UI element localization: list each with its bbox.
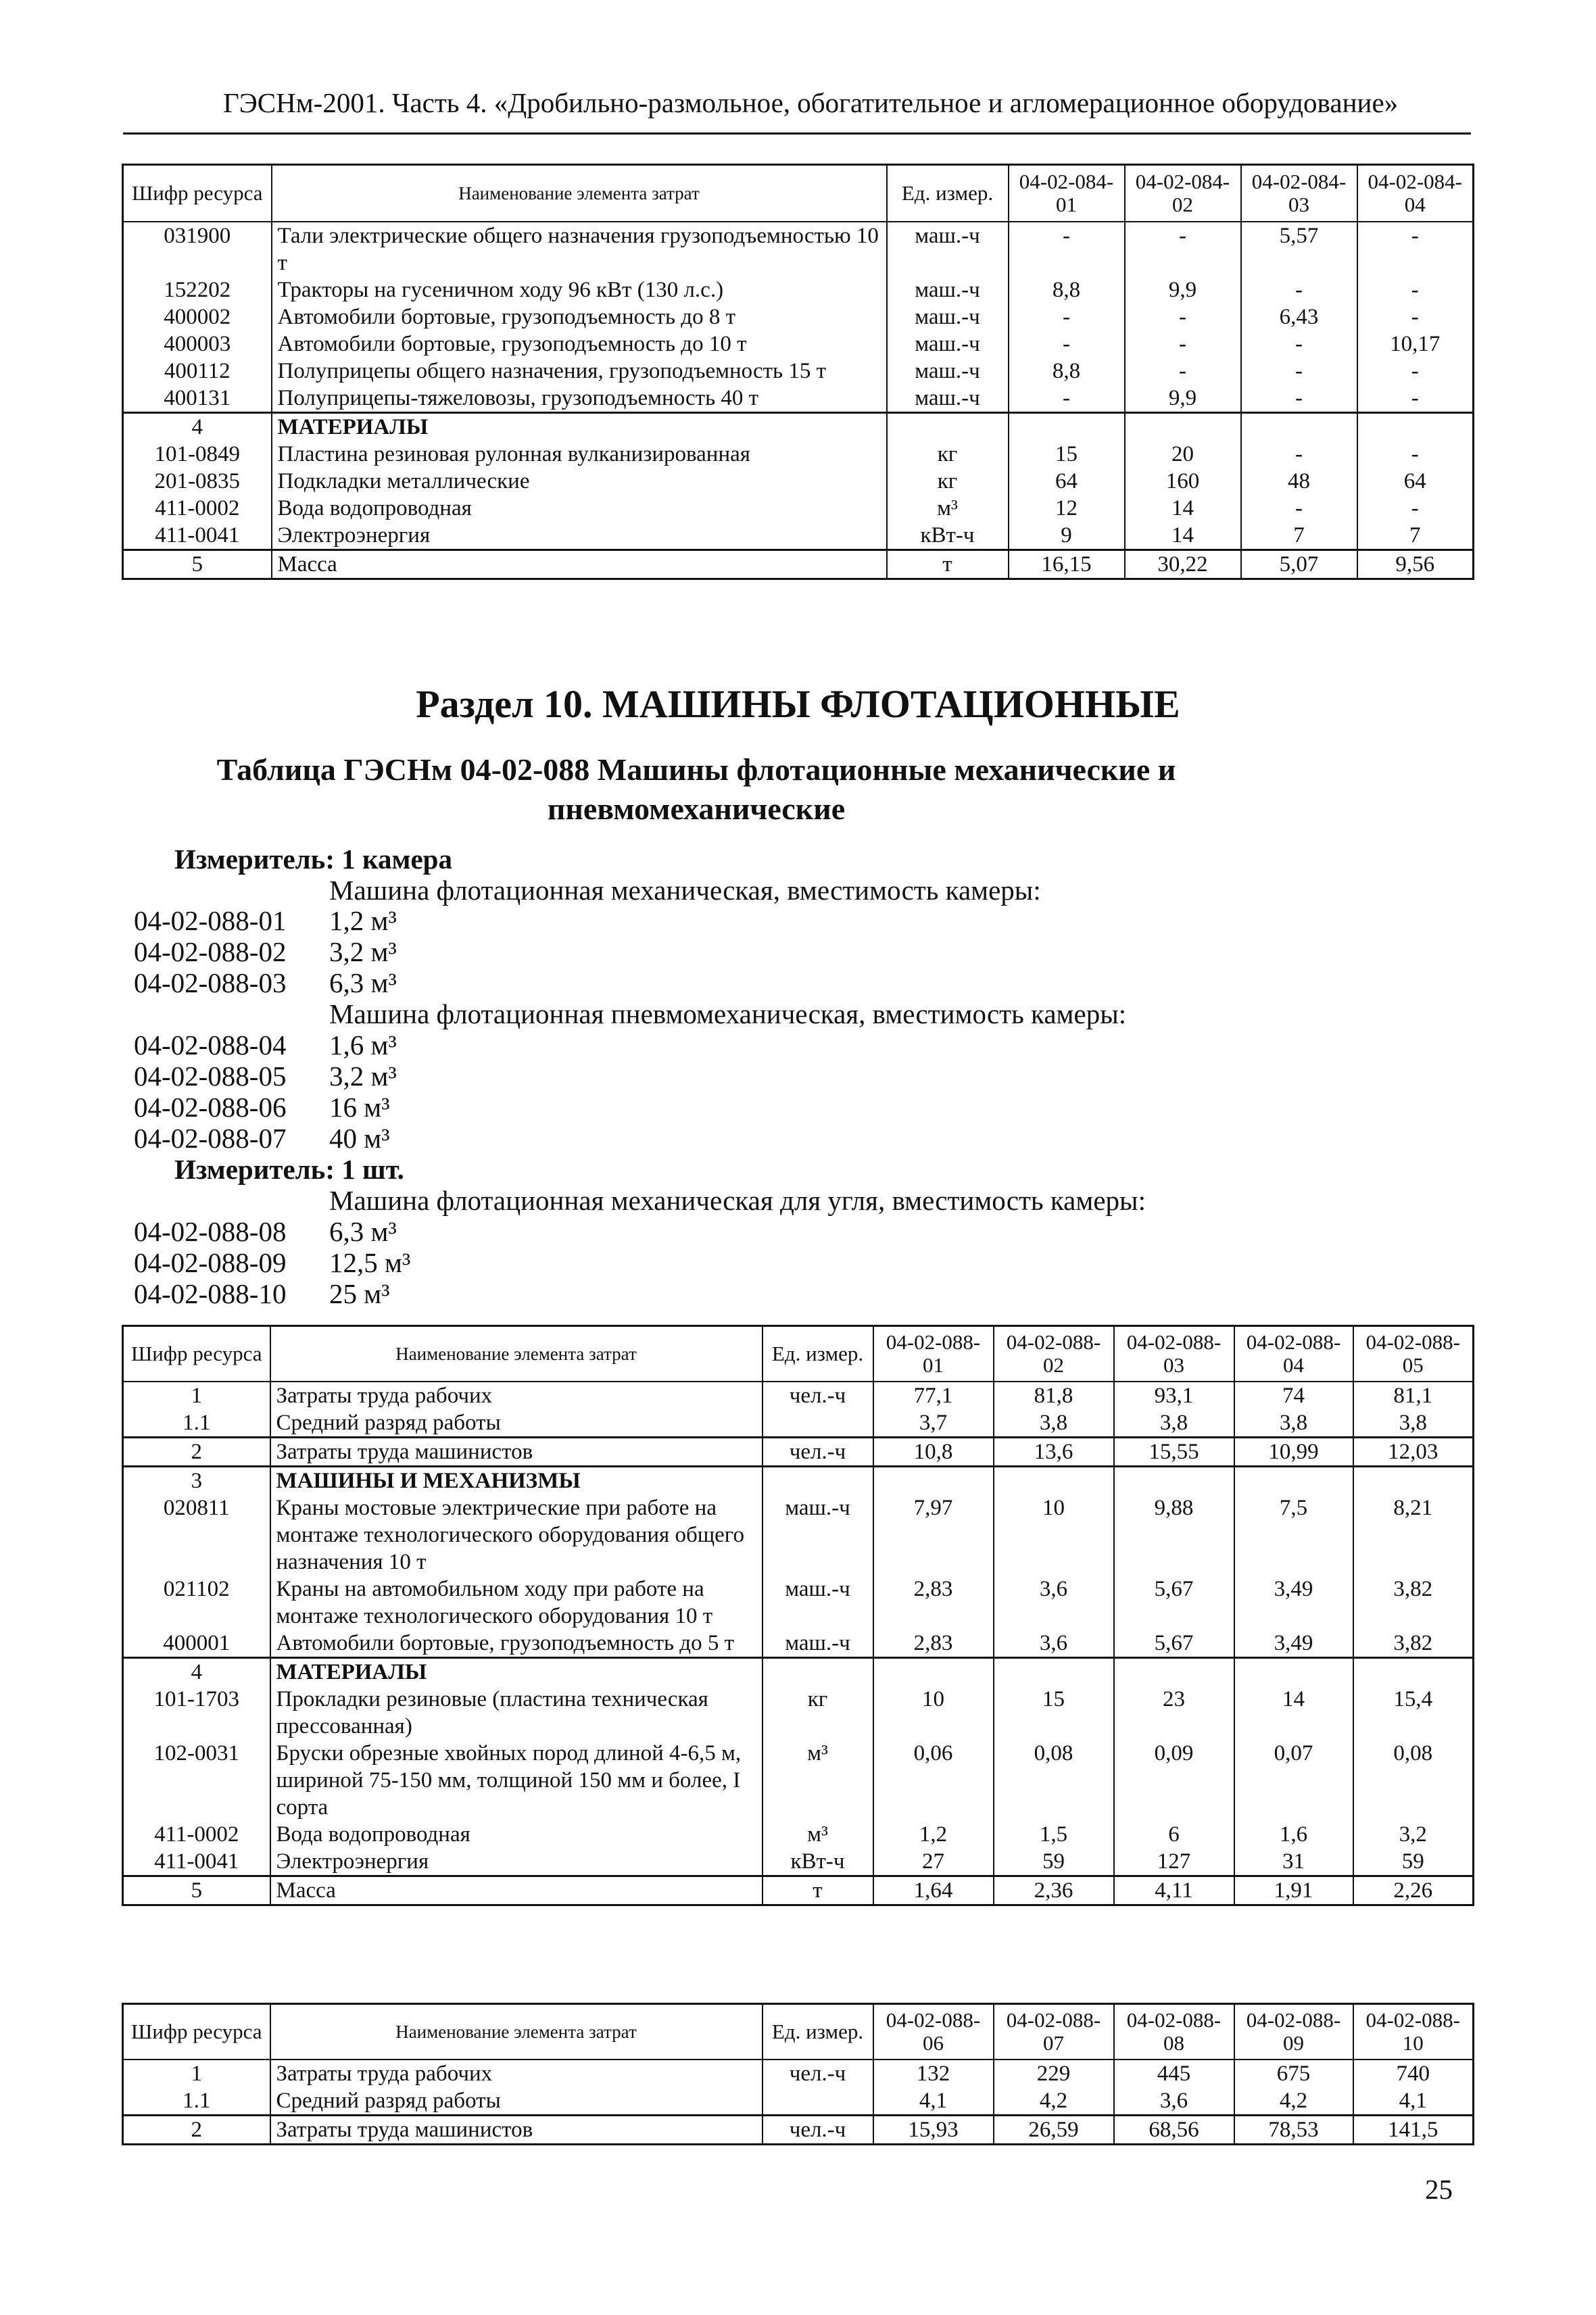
value-cell [1353, 1466, 1474, 1494]
unit-cell: маш.-ч [887, 358, 1009, 385]
value-cell: 9 [1009, 522, 1125, 550]
item-code: 04-02-088-05 [134, 1061, 287, 1092]
value-cell: 0,06 [873, 1740, 994, 1821]
section-title: Раздел 10. МАШИНЫ ФЛОТАЦИОННЫЕ [416, 682, 1180, 726]
measure-unit-camera: Измеритель: 1 камера [174, 844, 452, 875]
value-cell: 10 [873, 1686, 994, 1740]
value-cell: 48 [1241, 468, 1357, 495]
header-column: 04-02-088-07 [994, 2004, 1114, 2060]
value-cell: 2,26 [1353, 1876, 1474, 1905]
resource-code: 201-0835 [123, 468, 272, 495]
value-cell: 5,57 [1241, 222, 1357, 276]
item-code: 04-02-088-04 [134, 1029, 287, 1061]
table-row [123, 468, 1474, 495]
resource-name: Подкладки металлические [272, 468, 887, 495]
value-cell: 3,8 [1114, 1409, 1234, 1438]
value-cell: 68,56 [1114, 2115, 1234, 2144]
value-cell: 8,8 [1009, 276, 1125, 303]
resource-code: 411-0002 [123, 495, 272, 522]
resource-name: Краны мостовые электрические при работе на монтаже технологического оборудования общего назначения 10 т [270, 1494, 763, 1576]
value-cell: - [1125, 303, 1241, 331]
value-cell: 0,08 [994, 1740, 1114, 1821]
header-column: 04-02-088-02 [994, 1326, 1114, 1382]
value-cell [873, 1466, 994, 1494]
resource-table-084 [122, 164, 1474, 580]
unit-cell: т [887, 550, 1009, 579]
value-cell: 3,6 [994, 1576, 1114, 1630]
unit-cell: чел.-ч [763, 2060, 873, 2087]
value-cell [873, 1657, 994, 1686]
item-code: 04-02-088-02 [134, 936, 287, 967]
resource-name: Вода водопроводная [270, 1821, 763, 1848]
value-cell [1357, 412, 1474, 441]
header-code: Шифр ресурса [123, 165, 272, 222]
unit-cell: чел.-ч [763, 2115, 873, 2144]
value-cell: 31 [1234, 1848, 1353, 1876]
table-row [123, 2060, 1474, 2087]
resource-name: Пластина резиновая рулонная вулканизированная [272, 441, 887, 468]
header-rule [123, 132, 1471, 135]
unit-cell: кг [887, 441, 1009, 468]
header-column: 04-02-088-06 [873, 2004, 994, 2060]
table-row [123, 331, 1474, 358]
header-column: 04-02-084-03 [1241, 165, 1357, 222]
resource-table-088-part1 [122, 1325, 1474, 1906]
item-code: 04-02-088-08 [134, 1216, 287, 1247]
resource-name: Тали электрические общего назначения грузоподъемностью 10 т [272, 222, 887, 276]
table-row [123, 1686, 1474, 1740]
value-cell: - [1357, 358, 1474, 385]
unit-cell: м³ [763, 1740, 873, 1821]
table-row [123, 495, 1474, 522]
value-cell: 445 [1114, 2060, 1234, 2087]
resource-code: 5 [123, 1876, 270, 1905]
value-cell: 81,8 [994, 1382, 1114, 1409]
section-row [123, 1466, 1474, 1494]
value-cell: 3,8 [1353, 1409, 1474, 1438]
resource-name: Средний разряд работы [270, 1409, 763, 1438]
value-cell: 6 [1114, 1821, 1234, 1848]
header-unit: Ед. измер. [763, 1326, 873, 1382]
value-cell: 7,97 [873, 1494, 994, 1576]
value-cell: 78,53 [1234, 2115, 1353, 2144]
value-cell: - [1241, 385, 1357, 413]
value-cell [994, 1657, 1114, 1686]
unit-cell: кВт-ч [887, 522, 1009, 550]
value-cell: 1,64 [873, 1876, 994, 1905]
header-code: Шифр ресурса [123, 2004, 270, 2060]
value-cell: 3,6 [994, 1630, 1114, 1658]
resource-name: Автомобили бортовые, грузоподъемность до 5 т [270, 1630, 763, 1658]
resource-name: Электроэнергия [270, 1848, 763, 1876]
item-capacity: 25 м³ [329, 1278, 390, 1309]
value-cell: 5,67 [1114, 1576, 1234, 1630]
value-cell: 7 [1241, 522, 1357, 550]
value-cell: - [1357, 222, 1474, 276]
resource-code: 152202 [123, 276, 272, 303]
item-capacity: 1,2 м³ [329, 905, 397, 936]
item-capacity: 1,6 м³ [329, 1029, 397, 1061]
value-cell: 141,5 [1353, 2115, 1474, 2144]
resource-code: 102-0031 [123, 1740, 270, 1821]
value-cell: 132 [873, 2060, 994, 2087]
value-cell [1234, 1657, 1353, 1686]
resource-name: Краны на автомобильном ходу при работе на монтаже технологического оборудования 10 т [270, 1576, 763, 1630]
unit-cell: чел.-ч [763, 1382, 873, 1409]
resource-name: Автомобили бортовые, грузоподъемность до 10 т [272, 331, 887, 358]
value-cell: 10 [994, 1494, 1114, 1576]
value-cell: 20 [1125, 441, 1241, 468]
measure-unit-piece: Измеритель: 1 шт. [174, 1154, 404, 1185]
value-cell: 9,88 [1114, 1494, 1234, 1576]
table-row [123, 1409, 1474, 1438]
resource-name: Масса [270, 1876, 763, 1905]
resource-code: 101-1703 [123, 1686, 270, 1740]
value-cell: 14 [1125, 495, 1241, 522]
value-cell: 3,6 [1114, 2087, 1234, 2116]
value-cell: - [1241, 331, 1357, 358]
value-cell: 64 [1009, 468, 1125, 495]
section-row [123, 1657, 1474, 1686]
resource-code: 400112 [123, 358, 272, 385]
value-cell: 10,99 [1234, 1437, 1353, 1466]
value-cell: 59 [994, 1848, 1114, 1876]
resource-code: 400002 [123, 303, 272, 331]
table-row [123, 1494, 1474, 1576]
value-cell: 1,91 [1234, 1876, 1353, 1905]
item-capacity: 40 м³ [329, 1123, 390, 1154]
resource-name: Автомобили бортовые, грузоподъемность до 8 т [272, 303, 887, 331]
table-row [123, 303, 1474, 331]
value-cell: 5,67 [1114, 1630, 1234, 1658]
resource-name: Средний разряд работы [270, 2087, 763, 2116]
header-column: 04-02-084-04 [1357, 165, 1474, 222]
value-cell [1353, 1657, 1474, 1686]
value-cell: - [1357, 495, 1474, 522]
resource-name: Полуприцепы-тяжеловозы, грузоподъемность 40 т [272, 385, 887, 413]
value-cell: 15,4 [1353, 1686, 1474, 1740]
resource-table-088-part2 [122, 2003, 1474, 2145]
value-cell: - [1241, 441, 1357, 468]
unit-cell [763, 1657, 873, 1686]
table-row [123, 1821, 1474, 1848]
value-cell: 3,8 [994, 1409, 1114, 1438]
resource-code: 1 [123, 2060, 270, 2087]
running-header: ГЭСНм-2001. Часть 4. «Дробильно-размольное, обогатительное и агломерационное оборудование» [223, 87, 1399, 118]
value-cell: 8,8 [1009, 358, 1125, 385]
value-cell: 93,1 [1114, 1382, 1234, 1409]
unit-cell: т [763, 1876, 873, 1905]
resource-code: 021102 [123, 1576, 270, 1630]
value-cell: 15 [1009, 441, 1125, 468]
value-cell: 6,43 [1241, 303, 1357, 331]
resource-code: 1.1 [123, 1409, 270, 1438]
value-cell: 229 [994, 2060, 1114, 2087]
resource-code: 2 [123, 2115, 270, 2144]
value-cell [1234, 1466, 1353, 1494]
resource-name: Электроэнергия [272, 522, 887, 550]
value-cell: 4,1 [873, 2087, 994, 2116]
resource-name: Бруски обрезные хвойных пород длиной 4-6,5 м, шириной 75-150 мм, толщиной 150 мм и более, I сорта [270, 1740, 763, 1821]
resource-code: 3 [123, 1466, 270, 1494]
value-cell: 10,17 [1357, 331, 1474, 358]
value-cell [994, 1466, 1114, 1494]
header-column: 04-02-088-05 [1353, 1326, 1474, 1382]
value-cell [1241, 412, 1357, 441]
header-column: 04-02-088-04 [1234, 1326, 1353, 1382]
value-cell: 26,59 [994, 2115, 1114, 2144]
table-row [123, 1740, 1474, 1821]
header-column: 04-02-088-10 [1353, 2004, 1474, 2060]
value-cell: 4,2 [994, 2087, 1114, 2116]
value-cell: 4,11 [1114, 1876, 1234, 1905]
value-cell: - [1357, 276, 1474, 303]
value-cell: 9,9 [1125, 276, 1241, 303]
section-heading: МАШИНЫ И МЕХАНИЗМЫ [270, 1466, 763, 1494]
resource-code: 101-0849 [123, 441, 272, 468]
section-heading: МАТЕРИАЛЫ [270, 1657, 763, 1686]
unit-cell: маш.-ч [887, 222, 1009, 276]
header-name: Наименование элемента затрат [272, 165, 887, 222]
total-row [123, 550, 1474, 579]
value-cell: - [1009, 303, 1125, 331]
table-row [123, 1630, 1474, 1658]
value-cell: 14 [1125, 522, 1241, 550]
value-cell: 15,55 [1114, 1437, 1234, 1466]
table-title: Таблица ГЭСНм 04-02-088 Машины флотационные механические и пневмомеханические [216, 752, 1176, 826]
total-row [123, 1437, 1474, 1466]
value-cell: 64 [1357, 468, 1474, 495]
value-cell: 0,09 [1114, 1740, 1234, 1821]
value-cell: 12,03 [1353, 1437, 1474, 1466]
item-code: 04-02-088-09 [134, 1247, 287, 1278]
header-code: Шифр ресурса [123, 1326, 270, 1382]
value-cell: 13,6 [994, 1437, 1114, 1466]
item-code: 04-02-088-06 [134, 1092, 287, 1123]
value-cell [1114, 1657, 1234, 1686]
value-cell: - [1125, 331, 1241, 358]
header-column: 04-02-088-03 [1114, 1326, 1234, 1382]
header-column: 04-02-088-08 [1114, 2004, 1234, 2060]
item-capacity: 3,2 м³ [329, 1061, 397, 1092]
value-cell: 10,8 [873, 1437, 994, 1466]
item-capacity: 6,3 м³ [329, 967, 397, 998]
value-cell: 3,82 [1353, 1630, 1474, 1658]
value-cell: - [1009, 385, 1125, 413]
table-row [123, 1576, 1474, 1630]
item-code: 04-02-088-10 [134, 1278, 287, 1309]
unit-cell: маш.-ч [887, 276, 1009, 303]
value-cell: - [1357, 303, 1474, 331]
value-cell: 9,56 [1357, 550, 1474, 579]
value-cell: 14 [1234, 1686, 1353, 1740]
group-caption-coal: Машина флотационная механическая для угля, вместимость камеры: [329, 1185, 1146, 1216]
item-code: 04-02-088-01 [134, 905, 287, 936]
resource-code: 1 [123, 1382, 270, 1409]
value-cell: 7 [1357, 522, 1474, 550]
unit-cell: маш.-ч [887, 303, 1009, 331]
resource-name: Прокладки резиновые (пластина техническая прессованная) [270, 1686, 763, 1740]
value-cell: 3,49 [1234, 1630, 1353, 1658]
value-cell: 0,07 [1234, 1740, 1353, 1821]
unit-cell: кг [763, 1686, 873, 1740]
resource-code: 020811 [123, 1494, 270, 1576]
unit-cell: м³ [887, 495, 1009, 522]
value-cell: 1,2 [873, 1821, 994, 1848]
value-cell: 27 [873, 1848, 994, 1876]
resource-name: Полуприцепы общего назначения, грузоподъемность 15 т [272, 358, 887, 385]
group-caption-mechanical: Машина флотационная механическая, вместимость камеры: [329, 875, 1041, 906]
value-cell: 15,93 [873, 2115, 994, 2144]
item-capacity: 12,5 м³ [329, 1247, 411, 1278]
value-cell: 7,5 [1234, 1494, 1353, 1576]
resource-name: Вода водопроводная [272, 495, 887, 522]
unit-cell: м³ [763, 1821, 873, 1848]
resource-code: 5 [123, 550, 272, 579]
total-row [123, 1876, 1474, 1905]
item-capacity: 6,3 м³ [329, 1216, 397, 1247]
value-cell: - [1125, 358, 1241, 385]
unit-cell [763, 2087, 873, 2116]
value-cell: 3,2 [1353, 1821, 1474, 1848]
resource-name: Тракторы на гусеничном ходу 96 кВт (130 л.с.) [272, 276, 887, 303]
table-row [123, 358, 1474, 385]
header-column: 04-02-088-01 [873, 1326, 994, 1382]
resource-code: 1.1 [123, 2087, 270, 2116]
table-row [123, 276, 1474, 303]
unit-cell: кВт-ч [763, 1848, 873, 1876]
resource-code: 4 [123, 412, 272, 441]
unit-cell: маш.-ч [763, 1494, 873, 1576]
value-cell: - [1241, 358, 1357, 385]
value-cell: 2,83 [873, 1576, 994, 1630]
unit-cell: маш.-ч [887, 331, 1009, 358]
value-cell: 15 [994, 1686, 1114, 1740]
resource-name: Масса [272, 550, 887, 579]
value-cell: 81,1 [1353, 1382, 1474, 1409]
header-name: Наименование элемента затрат [270, 1326, 763, 1382]
resource-name: Затраты труда рабочих [270, 2060, 763, 2087]
value-cell: 2,83 [873, 1630, 994, 1658]
table-row [123, 2087, 1474, 2116]
section-row [123, 412, 1474, 441]
value-cell: - [1125, 222, 1241, 276]
value-cell: 160 [1125, 468, 1241, 495]
resource-name: Затраты труда машинистов [270, 2115, 763, 2144]
value-cell: 1,5 [994, 1821, 1114, 1848]
item-code: 04-02-088-07 [134, 1123, 287, 1154]
resource-name: Затраты труда машинистов [270, 1437, 763, 1466]
value-cell: 2,36 [994, 1876, 1114, 1905]
value-cell: 12 [1009, 495, 1125, 522]
value-cell: 740 [1353, 2060, 1474, 2087]
value-cell: 9,9 [1125, 385, 1241, 413]
value-cell [1114, 1466, 1234, 1494]
unit-cell: чел.-ч [763, 1437, 873, 1466]
value-cell: 127 [1114, 1848, 1234, 1876]
item-code: 04-02-088-03 [134, 967, 287, 998]
table-row [123, 522, 1474, 550]
value-cell: 675 [1234, 2060, 1353, 2087]
header-unit: Ед. измер. [887, 165, 1009, 222]
page-number: 25 [1425, 2174, 1453, 2205]
value-cell: - [1241, 276, 1357, 303]
value-cell: 5,07 [1241, 550, 1357, 579]
unit-cell: маш.-ч [887, 385, 1009, 413]
header-column: 04-02-084-01 [1009, 165, 1125, 222]
resource-code: 4 [123, 1657, 270, 1686]
resource-name: Затраты труда рабочих [270, 1382, 763, 1409]
resource-code: 411-0041 [123, 522, 272, 550]
unit-cell: маш.-ч [763, 1630, 873, 1658]
resource-code: 2 [123, 1437, 270, 1466]
value-cell: 3,82 [1353, 1576, 1474, 1630]
unit-cell: кг [887, 468, 1009, 495]
table-row [123, 1848, 1474, 1876]
resource-code: 400003 [123, 331, 272, 358]
value-cell: 59 [1353, 1848, 1474, 1876]
resource-code: 411-0002 [123, 1821, 270, 1848]
resource-code: 400001 [123, 1630, 270, 1658]
item-capacity: 3,2 м³ [329, 936, 397, 967]
value-cell [1125, 412, 1241, 441]
value-cell: 23 [1114, 1686, 1234, 1740]
value-cell: 3,7 [873, 1409, 994, 1438]
resource-code: 031900 [123, 222, 272, 276]
value-cell: 3,49 [1234, 1576, 1353, 1630]
value-cell: - [1357, 385, 1474, 413]
header-column: 04-02-084-02 [1125, 165, 1241, 222]
value-cell: - [1009, 331, 1125, 358]
header-column: 04-02-088-09 [1234, 2004, 1353, 2060]
value-cell: 74 [1234, 1382, 1353, 1409]
unit-cell [887, 412, 1009, 441]
total-row [123, 2115, 1474, 2144]
header-name: Наименование элемента затрат [270, 2004, 763, 2060]
header-unit: Ед. измер. [763, 2004, 873, 2060]
unit-cell [763, 1409, 873, 1438]
table-row [123, 1382, 1474, 1409]
value-cell [1009, 412, 1125, 441]
section-heading: МАТЕРИАЛЫ [272, 412, 887, 441]
unit-cell: маш.-ч [763, 1576, 873, 1630]
value-cell: 30,22 [1125, 550, 1241, 579]
value-cell: - [1357, 441, 1474, 468]
resource-code: 411-0041 [123, 1848, 270, 1876]
table-row [123, 385, 1474, 413]
value-cell: 0,08 [1353, 1740, 1474, 1821]
value-cell: 3,8 [1234, 1409, 1353, 1438]
value-cell: - [1241, 495, 1357, 522]
resource-code: 400131 [123, 385, 272, 413]
value-cell: 77,1 [873, 1382, 994, 1409]
value-cell: 8,21 [1353, 1494, 1474, 1576]
unit-cell [763, 1466, 873, 1494]
table-row [123, 222, 1474, 276]
item-capacity: 16 м³ [329, 1092, 390, 1123]
value-cell: 4,2 [1234, 2087, 1353, 2116]
value-cell: 16,15 [1009, 550, 1125, 579]
value-cell: - [1009, 222, 1125, 276]
value-cell: 4,1 [1353, 2087, 1474, 2116]
group-caption-pneumomechanical: Машина флотационная пневмомеханическая, вместимость камеры: [329, 998, 1127, 1029]
table-row [123, 441, 1474, 468]
value-cell: 1,6 [1234, 1821, 1353, 1848]
